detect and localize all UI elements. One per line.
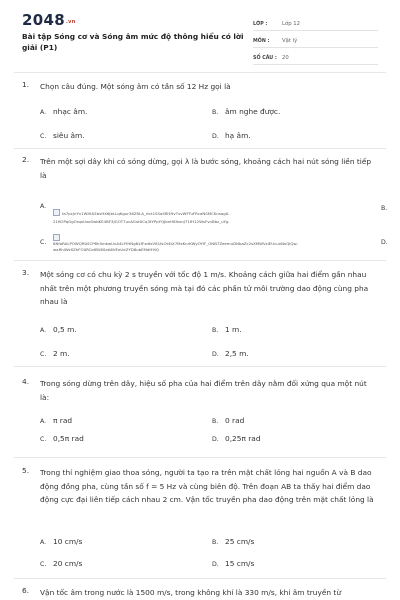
option-text: 0,5π rad (53, 434, 84, 443)
broken-image-icon (53, 234, 60, 241)
option-c[interactable] (40, 434, 84, 443)
option-key: A. (40, 327, 47, 334)
option-d[interactable] (212, 131, 251, 140)
question-number: 4. (22, 377, 30, 386)
option-a[interactable] (40, 537, 82, 546)
option-d[interactable] (212, 559, 254, 568)
option-b[interactable] (212, 416, 244, 425)
option-key: D. (212, 133, 219, 140)
option-key: D. (212, 561, 219, 568)
option-d[interactable] (212, 349, 249, 358)
option-key: A. (40, 109, 47, 116)
question-number: 6. (22, 586, 30, 595)
meta-row-subject (253, 31, 378, 48)
question-text: Trên một sợi dây khi có sóng dừng, gọi λ là bước sóng, khoảng cách hai nút sóng liền tiếp là (40, 157, 372, 180)
option-key: A. (40, 539, 47, 546)
option-c[interactable] (40, 559, 82, 568)
question-text: Trong thí nghiệm giao thoa sóng, người ta tạo ra trên mặt chất lỏng hai nguồn A và B dao động đồng pha, cùng tần số f = 5 Hz và cùng biên độ. Trên đoạn AB ta thấy hai điểm dao động cực đại liên tiếp cách nhau 2 cm. Vận tốc truyền pha dao động trên mặt chất lỏng là (40, 468, 374, 504)
option-text: 25 cm/s (225, 537, 255, 546)
question-number: 3. (22, 268, 30, 277)
option-key: B. (212, 327, 219, 334)
divider (14, 578, 386, 579)
site-logo[interactable] (22, 11, 76, 29)
option-d-key[interactable]: D. (381, 239, 388, 246)
divider (14, 148, 386, 149)
option-key: C. (40, 133, 47, 140)
question-text: Một sóng cơ có chu kỳ 2 s truyền với tốc độ 1 m/s. Khoảng cách giữa hai điểm gần nhau nhất trên một phương truyền sóng mà tại đó các phần tử môi trường dao động cùng pha nhau là (40, 270, 369, 306)
option-b[interactable] (212, 537, 254, 546)
meta-row-count (253, 48, 378, 65)
option-text: hạ âm. (225, 131, 251, 140)
meta-value: Vật lý (282, 38, 298, 44)
page-header (0, 0, 400, 68)
option-text: 2,5 m. (225, 349, 249, 358)
question-text: Vận tốc âm trong nước là 1500 m/s, trong không khí là 330 m/s, khi âm truyền từ (40, 588, 342, 597)
divider (14, 72, 386, 73)
option-d[interactable] (212, 434, 261, 443)
question-number: 2. (22, 155, 30, 164)
document-title: Bài tập Sóng cơ và Sóng âm mức độ thông hiểu có lời giải (P1) (22, 32, 244, 52)
document-meta (253, 14, 378, 65)
option-key: D. (212, 351, 219, 358)
option-key: C. (40, 436, 47, 443)
option-key: A. (40, 203, 47, 210)
question-number: 5. (22, 466, 30, 475)
option-a[interactable] (40, 107, 87, 116)
option-text: 10 cm/s (53, 537, 83, 546)
option-text: 1 m. (225, 325, 242, 334)
option-a[interactable] (40, 325, 77, 334)
option-key: B. (212, 109, 219, 116)
option-key: B. (212, 539, 219, 546)
meta-label: MÔN : (253, 39, 270, 44)
option-c[interactable] (40, 131, 85, 140)
divider (14, 366, 386, 367)
option-text: 0,25π rad (225, 434, 261, 443)
option-key: D. (212, 436, 219, 443)
option-key: C. (40, 561, 47, 568)
meta-row-class (253, 14, 378, 31)
option-key: C. (40, 351, 47, 358)
divider (14, 260, 386, 261)
image-alt-text: fa7pcJnYv1WlHA5bvHX6JeLLqKgur36ZfiLA_rtct1SSaSflIE9vTxvWFTuFRcaNSMCKnsag0- (62, 211, 230, 216)
option-text: 2 m. (53, 349, 70, 358)
meta-value: 20 (282, 55, 289, 61)
option-key: A. (40, 418, 47, 425)
option-c[interactable] (40, 349, 70, 358)
image-alt-text: 21fiOPqGgOrqxUxoSwbKE4BF3JGOT7ucAGut0Cq3tYPpYQJbnH8lhxnJT1fH12WsFvnBbz_uYg (53, 219, 229, 224)
option-b[interactable] (212, 325, 242, 334)
option-key: C. (40, 239, 47, 246)
broken-image-icon (53, 209, 60, 216)
option-key: B. (212, 418, 219, 425)
logo-suffix-text: .vn (65, 19, 76, 25)
option-text: 0 rad (225, 416, 245, 425)
option-a[interactable] (40, 416, 72, 425)
meta-label: LỚP : (253, 22, 268, 27)
option-text: π rad (53, 416, 73, 425)
broken-image (53, 234, 375, 253)
divider (14, 457, 386, 458)
image-alt-text: 8NfoRALPOWQR0SCP6h5mkwUvA4LfYHNgNLfFzdtsV81fsOt4tX7MzKnrKWyOYIF_ONB7ZeemuDNbaZc2sXMWVzlEUcuxNxQIQw- (53, 241, 299, 246)
option-b-key[interactable]: B. (381, 205, 388, 212)
option-b[interactable] (212, 107, 280, 116)
logo-main-text: 2048 (22, 11, 65, 29)
broken-image (53, 200, 378, 225)
meta-label: SỐ CÂU : (253, 56, 277, 61)
question-text: Trong sóng dừng trên dây, hiệu số pha của hai điểm trên dây nằm đối xứng qua một nút là: (40, 379, 367, 402)
option-text: 20 cm/s (53, 559, 83, 568)
image-alt-text: waRhlWzSZhFO0RCotBV6SeA6VEeUeZYD8ubEMdH9iQ (53, 247, 159, 252)
meta-value: Lớp 12 (282, 21, 300, 27)
option-text: siêu âm. (53, 131, 85, 140)
option-text: nhạc âm. (53, 107, 88, 116)
option-text: 0,5 m. (53, 325, 77, 334)
question-number: 1. (22, 80, 30, 89)
question-text: Chọn câu đúng. Một sóng âm có tần số 12 Hz gọi là (40, 82, 231, 91)
option-text: âm nghe được. (225, 107, 281, 116)
option-text: 15 cm/s (225, 559, 255, 568)
